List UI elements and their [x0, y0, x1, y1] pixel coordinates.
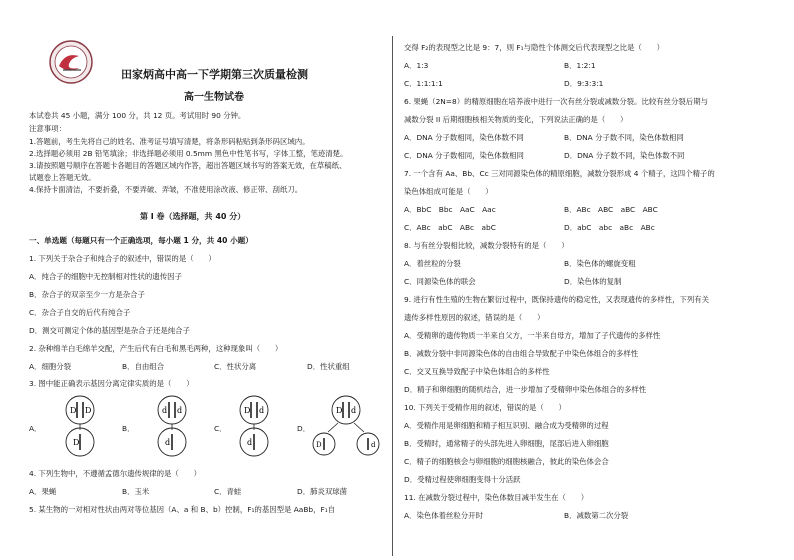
question-option: A．1:3: [404, 61, 429, 70]
allele-label: D: [70, 406, 77, 415]
section-title: 一、单选题（每题只有一个正确选项，每小题 1 分，共 40 小题）: [29, 236, 253, 245]
question-option: D．DNA 分子数不同，染色体数不同: [564, 151, 685, 160]
question-stem: 10. 下列关于受精作用的叙述，错误的是（ ）: [404, 403, 566, 412]
allele-label: d: [351, 406, 357, 415]
question-option: B．DNA 分子数不同，染色体数相同: [564, 133, 684, 142]
allele-label: d: [247, 438, 253, 447]
question-option: C．: [214, 424, 227, 433]
question-stem: 减数分裂 II 后期细胞核相关物质的变化，下列说法正确的是（ ）: [404, 115, 628, 124]
cell-division-diagram-c: [224, 394, 284, 458]
exam-subtitle: 高一生物试卷: [184, 92, 244, 103]
question-stem: 7. 一个含有 Aa、Bb、Cc 三对同源染色体的精原细胞，减数分裂形成 4 个精子，这四个精子的: [404, 169, 715, 178]
part-title: 第 I 卷（选择题，共 40 分）: [140, 212, 246, 221]
question-option: C．青蛙: [214, 487, 242, 496]
intro-line: 本试卷共 45 小题，满分 100 分，共 12 页。考试用时 90 分钟。: [29, 111, 246, 120]
question-option: B．1:2:1: [564, 61, 596, 70]
allele-label: D: [85, 406, 92, 415]
question-stem: 4. 下列生物中，不遵循孟德尔遗传规律的是（ ）: [29, 469, 201, 478]
cell-division-diagram-a: [50, 394, 110, 458]
question-stem: 3. 图中能正确表示基因分离定律实质的是（ ）: [29, 379, 194, 388]
note-item: 4.保持卡面清洁，不要折叠，不要弄破、弄皱，不准使用涂改液、修正带、刮纸刀。: [29, 185, 303, 194]
question-option: A．受精卵的遗传物质一半来自父方，一半来自母方，增加了子代遗传的多样性: [404, 331, 661, 340]
question-option: B．杂合子的双亲至少一方是杂合子: [29, 290, 145, 299]
question-option: D．: [297, 424, 311, 433]
question-option: B．受精时，通常精子的头部先进入卵细胞，尾部后进入卵细胞: [404, 439, 609, 448]
question-stem: 8. 与有丝分裂相比较，减数分裂特有的是（ ）: [404, 241, 569, 250]
question-stem: 1. 下列关于杂合子和纯合子的叙述中，错误的是（ ）: [29, 254, 216, 263]
question-option: C．性状分离: [214, 362, 257, 371]
question-option: B．染色体的螺旋变粗: [564, 259, 636, 268]
school-logo-icon: [49, 40, 93, 84]
question-option: C．1:1:1:1: [404, 79, 443, 88]
note-item: 1.答题前，考生先将自己的姓名、准考证号填写清楚，将条形码粘贴到条形码区域内。: [29, 137, 310, 146]
cell-division-diagram-b: [142, 394, 202, 458]
question-option: C．交叉互换导致配子中染色体组合的多样性: [404, 367, 550, 376]
allele-label: d: [259, 406, 265, 415]
question-option: A．: [29, 424, 42, 433]
question-option: B．自由组合: [122, 362, 165, 371]
question-stem: 2. 杂种绵羊白毛绵羊交配，产生后代有白毛和黑毛两种，这种现象叫（ ）: [29, 344, 283, 353]
question-option: B．ABc ABC aBC ABC: [564, 205, 658, 214]
allele-label: d: [165, 438, 171, 447]
question-stem: 9. 进行有性生殖的生物在繁衍过程中，既保持遗传的稳定性，又表现遗传的多样性，下列有关: [404, 295, 710, 304]
allele-label: D: [316, 441, 322, 449]
notes-title: 注意事项：: [29, 124, 66, 133]
question-stem: 6. 果蝇（2N=8）的精原细胞在培养液中进行一次有丝分裂或减数分裂。比较有丝分裂后期与: [404, 97, 708, 106]
allele-label: d: [177, 406, 183, 415]
allele-label: D: [73, 438, 80, 447]
question-option: A．纯合子的细胞中无控制相对性状的遗传因子: [29, 272, 182, 281]
question-option: A．细胞分裂: [29, 362, 72, 371]
question-option: D．受精过程使卵细胞变得十分活跃: [404, 475, 521, 484]
question-stem: 遗传多样性原因的叙述，错误的是（ ）: [404, 313, 545, 322]
cell-division-diagram-d: [310, 394, 382, 458]
question-option: B．: [122, 424, 135, 433]
question-option: B．减数第二次分裂: [564, 511, 629, 520]
question-option: C．精子的细胞核会与卵细胞的细胞核融合，彼此的染色体会合: [404, 457, 609, 466]
question-option: C．杂合子自交的后代有纯合子: [29, 308, 131, 317]
allele-label: d: [371, 441, 376, 449]
question-option: D．染色体的复制: [564, 277, 622, 286]
question-option: C．DNA 分子数相同，染色体数相同: [404, 151, 524, 160]
question-option: A．染色体着丝粒分开时: [404, 511, 483, 520]
question-option: D．abC abc aBc ABc: [564, 223, 655, 232]
question-option: A．果蝇: [29, 487, 57, 496]
allele-label: d: [162, 406, 168, 415]
note-item: 2.选择题必须用 2B 铅笔填涂；非选择题必须用 0.5mm 黑色中性笔书写，字体工整，笔迹清楚。: [29, 149, 348, 158]
note-item: 3.请按照题号顺序在答题卡各题目的答题区域内作答，超出答题区域书写的答案无效，在草稿纸、: [29, 161, 347, 170]
question-option: A．着丝粒的分裂: [404, 259, 461, 268]
question-option: A．DNA 分子数相同，染色体数不同: [404, 133, 524, 142]
question-stem: 11. 在减数分裂过程中，染色体数目减半发生在（ ）: [404, 493, 589, 502]
note-item: 试题卷上答题无效。: [29, 173, 96, 182]
question-option: C．同源染色体的联会: [404, 277, 476, 286]
question-option: A．BbC Bbc AaC Aac: [404, 205, 496, 214]
question-option: D．精子和卵细胞的随机结合，进一步增加了受精卵中染色体组合的多样性: [404, 385, 647, 394]
question-option: D．测交可测定个体的基因型是杂合子还是纯合子: [29, 326, 190, 335]
question-option: B．减数分裂中非同源染色体的自由组合导致配子中染色体组合的多样性: [404, 349, 639, 358]
question-stem: 交得 F₂的表现型之比是 9：7，则 F₁与隐性个体测交后代表现型之比是（ ）: [404, 43, 664, 52]
allele-label: D: [336, 406, 343, 415]
allele-label: D: [244, 406, 251, 415]
question-option: B．玉米: [122, 487, 150, 496]
question-stem: 染色体组成可能是（ ）: [404, 187, 493, 196]
question-option: D．9:3:3:1: [564, 79, 604, 88]
question-option: C．ABc abC ABc abC: [404, 223, 496, 232]
question-option: A．受精作用是卵细胞和精子相互识别、融合成为受精卵的过程: [404, 421, 609, 430]
column-divider: [392, 36, 393, 556]
exam-title: 田家炳高中高一下学期第三次质量检测: [121, 68, 308, 81]
question-option: D．性状重组: [307, 362, 350, 371]
question-option: D．肺炎双球菌: [297, 487, 348, 496]
question-stem: 5. 某生物的一对相对性状由两对等位基因（A、a 和 B、b）控制，F₁的基因型是 AaBb，F₁自: [29, 505, 336, 514]
